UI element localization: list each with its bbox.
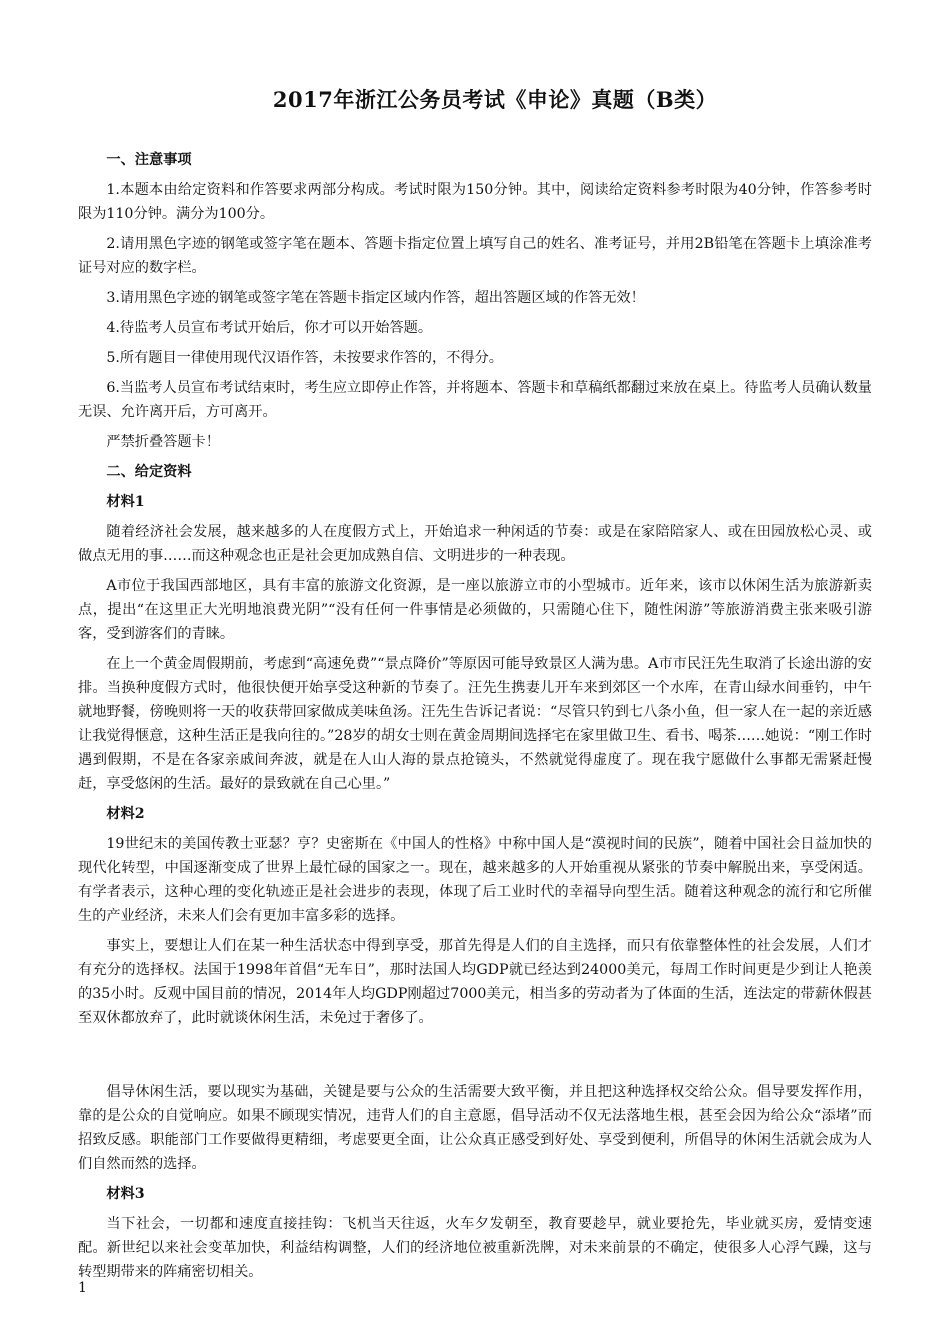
note-item: 4.待监考人员宣布考试开始后，你才可以开始答题。 xyxy=(106,320,433,336)
material-paragraph: 在上一个黄金周假期前，考虑到“高速免费”“景点降价”等原因可能导致景区人满为患。A市市民汪先生取消了长途出游的安排。当换种度假方式时，他很快便开始享受这种新的节奏了。汪先生携妻儿开车来到郊区一个水库，在青山绿水间垂钓，中午就地野餐，傍晚则将一天的收获带回家做成美味鱼汤。汪先生告诉记者说：“尽管只钓到七八条小鱼，但一家人在一起的亲近感让我觉得惬意，这种生活正是我向往的。”28岁的胡女士则在黄金周期间选择宅在家里做卫生、看书、喝茶……她说：“刚工作时遇到假期，不是在各家亲戚间奔波，就是在人山人海的景点抢镜头，不然就觉得虚度了。现在我宁愿做什么事都无需紧赶慢赶，享受悠闲的生活。最好的景致就在自己心里。” xyxy=(78,656,872,792)
material-paragraph: 倡导休闲生活，要以现实为基础，关键是要与公众的生活需要大致平衡，并且把这种选择权交给公众。倡导要发挥作用，靠的是公众的自觉响应。如果不顾现实情况，违背人们的自主意愿，倡导活动不仅无法落地生根，甚至会因为给公众“添堵”而招致反感。职能部门工作要做得更精细，考虑要更全面，让公众真正感受到好处、享受到便利，所倡导的休闲生活就会成为人们自然而然的选择。 xyxy=(78,1084,872,1172)
note-item: 3.请用黑色字迹的钢笔或签字笔在答题卡指定区域内作答，超出答题区域的作答无效！ xyxy=(106,290,645,306)
note-item: 1.本题本由给定资料和作答要求两部分构成。考试时限为150分钟。其中，阅读给定资料参考时限为40分钟，作答参考时限为110分钟。满分为100分。 xyxy=(78,182,872,222)
material-heading: 材料2 xyxy=(106,806,145,822)
document-body xyxy=(78,148,872,1290)
note-item: 5.所有题目一律使用现代汉语作答，未按要求作答的，不得分。 xyxy=(106,350,503,366)
page-title: 2017年浙江公务员考试《申论》真题（B类） xyxy=(272,87,718,112)
material-paragraph: A市位于我国西部地区，具有丰富的旅游文化资源，是一座以旅游立市的小型城市。近年来，该市以休闲生活为旅游新卖点，提出“在这里正大光明地浪费光阴”“没有任何一件事情是必须做的，只需随心住下，随性闲游”等旅游消费主张来吸引游客，受到游客们的青睐。 xyxy=(78,578,872,642)
note-warning: 严禁折叠答题卡！ xyxy=(106,434,220,450)
material-paragraph: 随着经济社会发展，越来越多的人在度假方式上，开始追求一种闲适的节奏：或是在家陪陪家人、或在田园放松心灵、或做点无用的事……而这种观念也正是社会更加成熟自信、文明进步的一种表现。 xyxy=(78,524,872,564)
note-item: 6.当监考人员宣布考试结束时，考生应立即停止作答，并将题本、答题卡和草稿纸都翻过来放在桌上。待监考人员确认数量无误、允许离开后，方可离开。 xyxy=(78,380,872,420)
material-paragraph: 19世纪末的美国传教士亚瑟？亨？史密斯在《中国人的性格》中称中国人是“漠视时间的民族”，随着中国社会日益加快的现代化转型，中国逐渐变成了世界上最忙碌的国家之一。现在，越来越多的人开始重视从紧张的节奏中解脱出来，享受闲适。有学者表示，这种心理的变化轨迹正是社会进步的表现，体现了后工业时代的幸福导向型生活。随着这种观念的流行和它所催生的产业经济，未来人们会有更加丰富多彩的选择。 xyxy=(78,836,872,924)
material-heading: 材料3 xyxy=(106,1186,145,1202)
material-paragraph: 当下社会，一切都和速度直接挂钩：飞机当天往返，火车夕发朝至，教育要趁早，就业要抢先，毕业就买房，爱情变速配。新世纪以来社会变革加快，利益结构调整，人们的经济地位被重新洗牌，对未来前景的不确定，使很多人心浮气躁，这与转型期带来的阵痛密切相关。 xyxy=(78,1216,872,1280)
page-number: 1 xyxy=(78,1280,87,1296)
section-heading-materials: 二、给定资料 xyxy=(106,464,192,480)
section-heading-notes: 一、注意事项 xyxy=(106,152,192,168)
material-paragraph: 事实上，要想让人们在某一种生活状态中得到享受，那首先得是人们的自主选择，而只有依靠整体性的社会发展，人们才有充分的选择权。法国于1998年首倡“无车日”，那时法国人均GDP就已经达到24000美元，每周工作时间更是少到让人艳羡的35小时。反观中国目前的情况，2014年人均GDP刚超过7000美元，相当多的劳动者为了体面的生活，连法定的带薪休假甚至双休都放弃了，此时就谈休闲生活，未免过于奢侈了。 xyxy=(78,938,872,1026)
material-heading: 材料1 xyxy=(106,494,145,510)
note-item: 2.请用黑色字迹的钢笔或签字笔在题本、答题卡指定位置上填写自己的姓名、准考证号，并用2B铅笔在答题卡上填涂准考证号对应的数字栏。 xyxy=(78,236,872,276)
